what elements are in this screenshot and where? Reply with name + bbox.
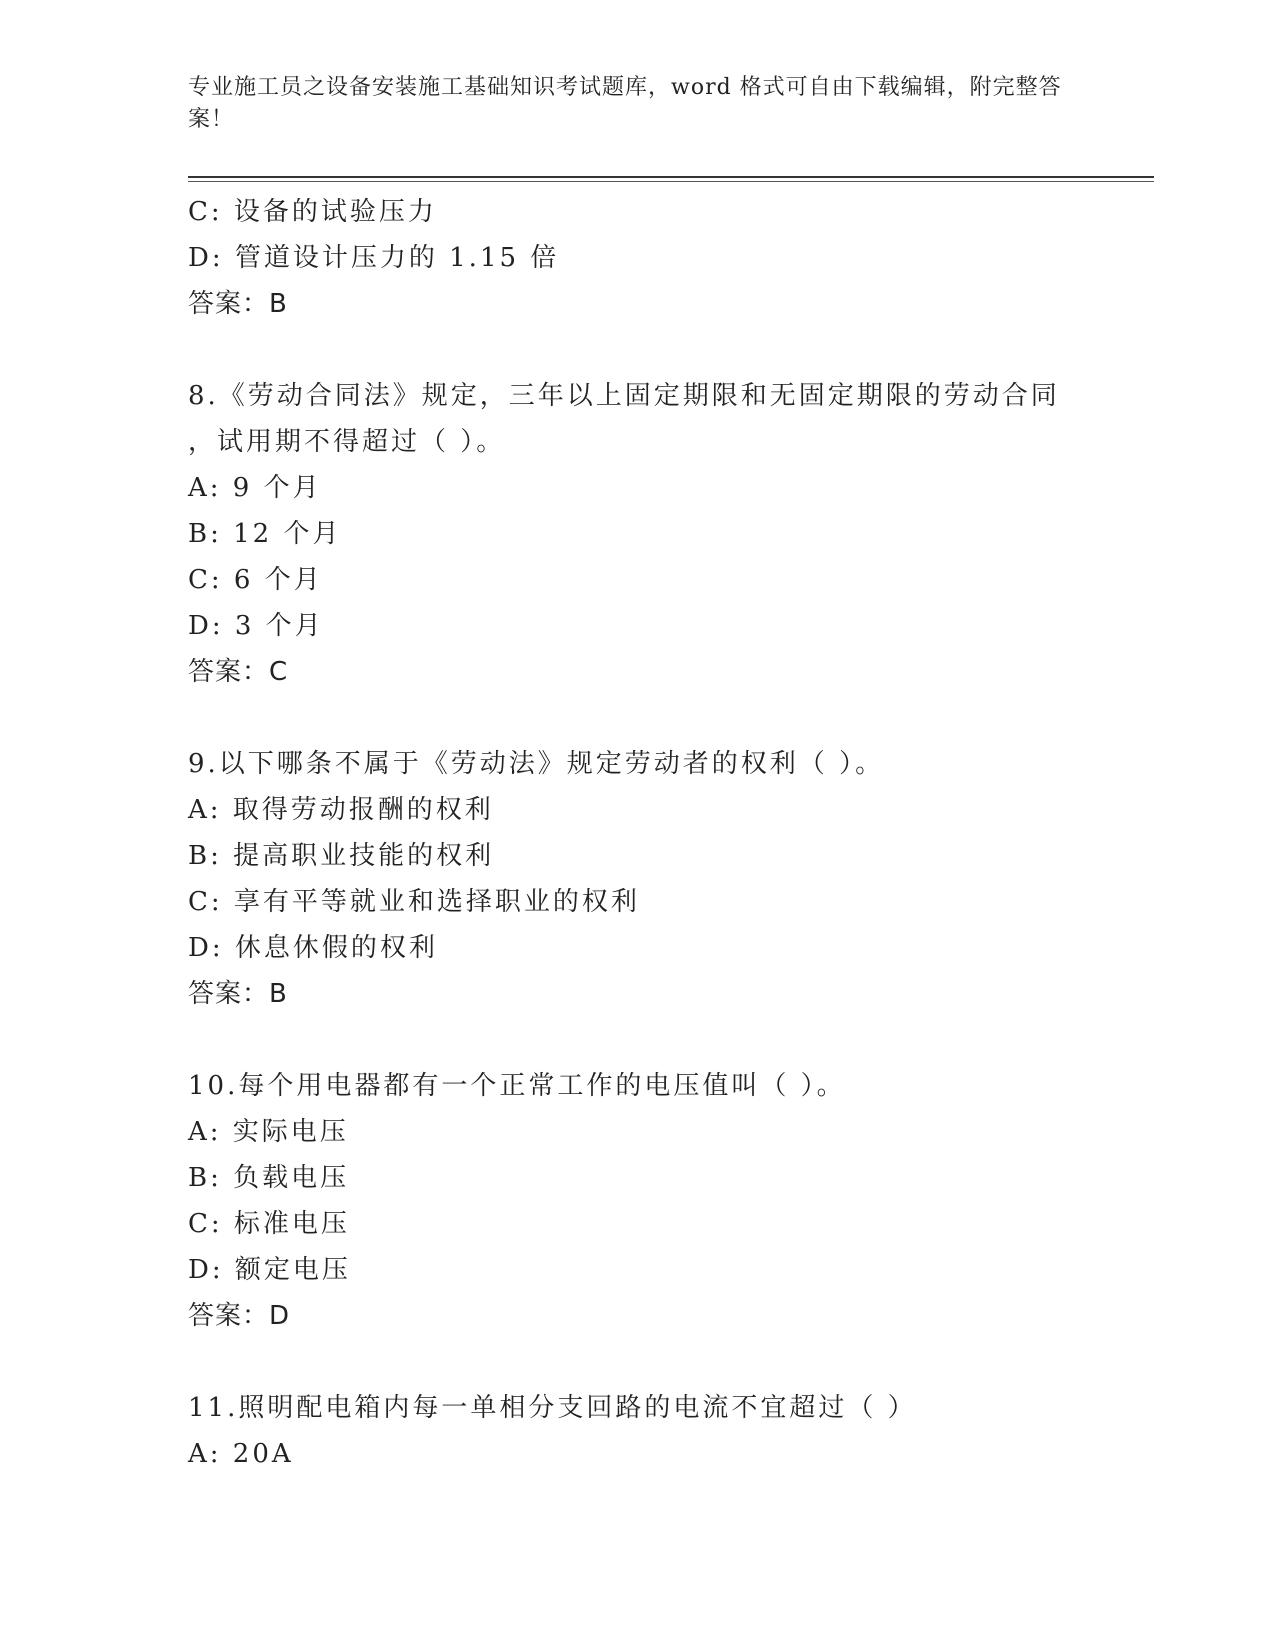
question-10 — [188, 1063, 1154, 1339]
question-stem: 8.《劳动合同法》规定，三年以上固定期限和无固定期限的劳动合同 — [188, 381, 1060, 411]
answer-line: 答案：C — [188, 657, 289, 687]
continued-question — [188, 189, 1154, 327]
question-stem: 11.照明配电箱内每一单相分支回路的电流不宜超过（ ） — [188, 1393, 917, 1423]
option-a: A: 取得劳动报酬的权利 — [188, 795, 494, 825]
option-b: B: 提高职业技能的权利 — [188, 841, 495, 871]
spacer — [188, 695, 1154, 741]
option-a: A: 20A — [188, 1439, 294, 1469]
spacer — [188, 1339, 1154, 1385]
option-a: A: 9 个月 — [188, 473, 322, 503]
answer-line: 答案：B — [188, 289, 288, 319]
question-8 — [188, 373, 1154, 695]
option-d: D: 休息休假的权利 — [188, 933, 438, 963]
document-header: 专业施工员之设备安装施工基础知识考试题库，word 格式可自由下载编辑，附完整答案！ — [188, 75, 1062, 132]
question-stem: 10.每个用电器都有一个正常工作的电压值叫（ ）。 — [188, 1071, 846, 1101]
answer-line: 答案：D — [188, 1301, 291, 1331]
option-d: D: 额定电压 — [188, 1255, 351, 1285]
question-9 — [188, 741, 1154, 1017]
option-c: C: 6 个月 — [188, 565, 323, 595]
option-a: A: 实际电压 — [188, 1117, 349, 1147]
option-b: B: 12 个月 — [188, 519, 342, 549]
option-d: D: 管道设计压力的 1.15 倍 — [188, 243, 560, 273]
question-11 — [188, 1385, 1154, 1477]
option-b: B: 负载电压 — [188, 1163, 350, 1193]
answer-line: 答案：B — [188, 979, 288, 1009]
header-rule-thick — [188, 176, 1154, 178]
question-stem: 9.以下哪条不属于《劳动法》规定劳动者的权利（ ）。 — [188, 749, 885, 779]
spacer — [188, 1017, 1154, 1063]
header-rule-thin — [188, 181, 1154, 182]
option-c: C: 享有平等就业和选择职业的权利 — [188, 887, 640, 917]
question-stem-continued: ，试用期不得超过（ ）。 — [188, 427, 506, 457]
option-c: C: 设备的试验压力 — [188, 197, 437, 227]
spacer — [188, 327, 1154, 373]
document-body — [188, 189, 1154, 1477]
option-c: C: 标准电压 — [188, 1209, 350, 1239]
option-d: D: 3 个月 — [188, 611, 324, 641]
